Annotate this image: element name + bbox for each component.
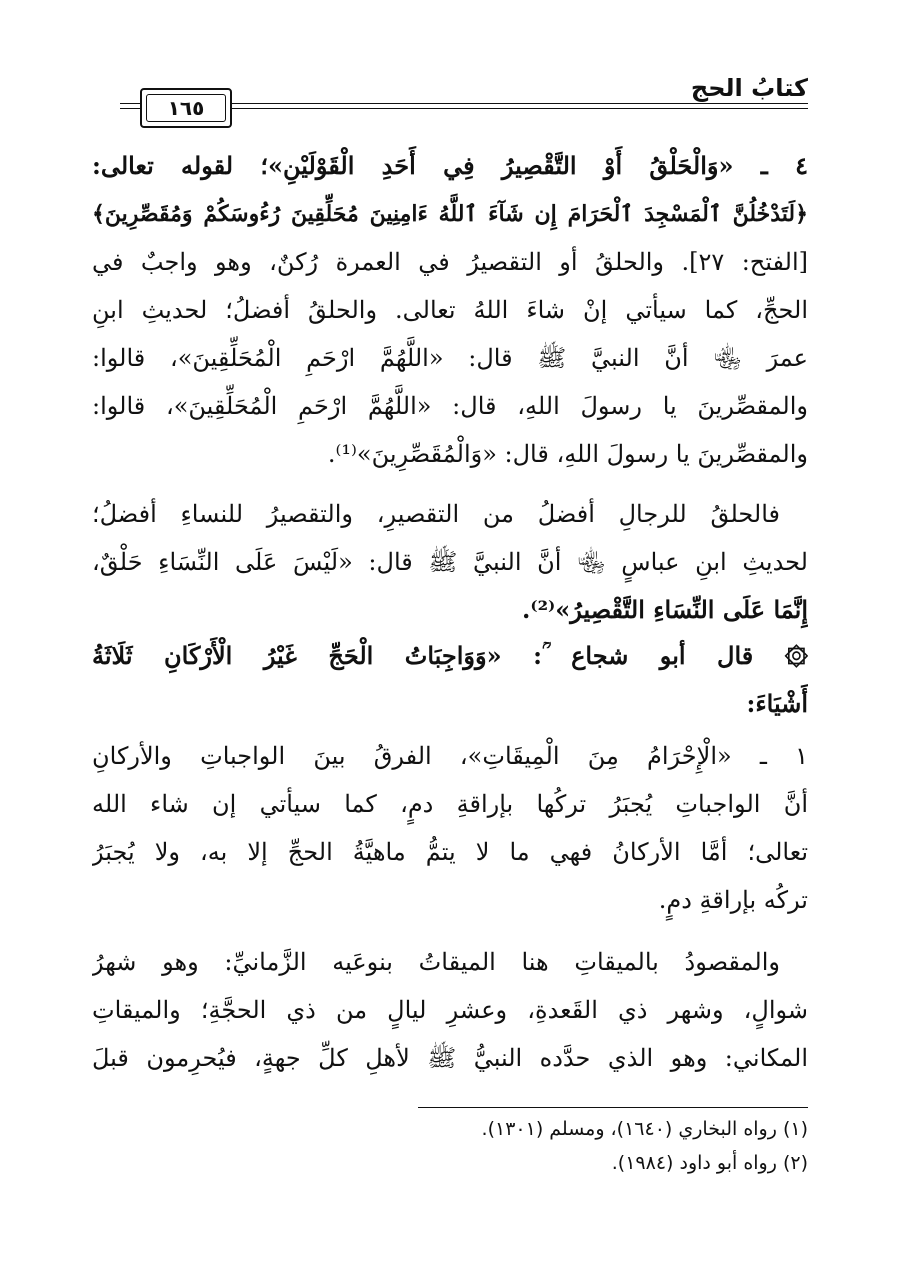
- paragraph-line: لحديثِ ابنِ عباسٍ ﵄ أنَّ النبيَّ ﷺ قال: «لَيْسَ عَلَى النِّسَاءِ حَلْقٌ،: [92, 548, 808, 576]
- page-number-frame-inner: [146, 94, 226, 122]
- footnote: (٢) رواه أبو داود (١٩٨٤).: [611, 1152, 808, 1174]
- paragraph-line: الحجِّ، كما سيأتي إنْ شاءَ اللهُ تعالى. والحلقُ أفضلُ؛ لحديثِ ابنِ: [92, 296, 808, 324]
- paragraph-men-women: [92, 490, 808, 634]
- paragraph-line: شوالٍ، وشهر ذي القَعدةِ، وعشرِ ليالٍ من ذي الحجَّةِ؛ والميقاتِ: [92, 996, 808, 1024]
- paragraph-line: أنَّ الواجباتِ يُجبَرُ تركُها بإراقةِ دمٍ، كما سيأتي إن شاء الله: [92, 790, 808, 818]
- matn-line: ۞ قال أبو شجاع ؒ: «وَوَاجِبَاتُ الْحَجِّ غَيْرُ الْأَرْكَانِ ثَلَاثَةُ: [92, 641, 808, 670]
- matn-quote-abu-shuja: [92, 632, 808, 728]
- quran-verse-line: ﴿لَتَدْخُلُنَّ ٱلْمَسْجِدَ ٱلْحَرَامَ إِن شَآءَ ٱللَّهُ ءَامِنِينَ مُحَلِّقِينَ رُءُوسَكُمْ وَمُقَصِّرِينَ﴾: [92, 201, 808, 227]
- matn-line: أَشْيَاءَ:: [746, 689, 808, 718]
- paragraph-line: عمرَ ﵄ أنَّ النبيَّ ﷺ قال: «اللَّهُمَّ ارْحَمِ الْمُحَلِّقِينَ»، قالوا:: [92, 344, 808, 372]
- paragraph-miqat-meaning: [92, 938, 808, 1082]
- paragraph-line: [الفتح: ٢٧]. والحلقُ أو التقصيرُ في العمرة رُكنٌ، وهو واجبٌ في: [92, 248, 808, 276]
- footnotes: [92, 1112, 808, 1180]
- paragraph-line: المكاني: وهو الذي حدَّده النبيُّ ﷺ لأهلِ كلِّ جهةٍ، فيُحرِمون قبلَ: [92, 1044, 808, 1072]
- footnote: (١) رواه البخاري (١٦٤٠)، ومسلم (١٣٠١).: [481, 1118, 808, 1140]
- paragraph-line: والمقصودُ بالميقاتِ هنا الميقاتُ بنوعَيه الزَّمانيِّ: وهو شهرُ: [92, 948, 780, 976]
- running-header-title: كتابُ الحج: [690, 74, 808, 102]
- page-number-frame: [140, 88, 232, 128]
- footnote-separator: [418, 1107, 808, 1108]
- paragraph-line: والمقصِّرينَ يا رسولَ اللهِ، قال: «اللَّهُمَّ ارْحَمِ الْمُحَلِّقِينَ»، قالوا:: [92, 392, 808, 420]
- paragraph-line: ٤ ـ «وَالْحَلْقُ أَوْ التَّقْصِيرُ فِي أَحَدِ الْقَوْلَيْنِ»؛ لقوله تعالى:: [92, 151, 808, 180]
- paragraph-line: تركُه بإراقةِ دمٍ.: [658, 886, 808, 914]
- paragraph-line: والمقصِّرينَ يا رسولَ اللهِ، قال: «وَالْمُقَصِّرِينَ»⁽¹⁾.: [327, 440, 808, 468]
- paragraph-line: ١ ـ «الْإِحْرَامُ مِنَ الْمِيقَاتِ»، الفرقُ بينَ الواجباتِ والأركانِ: [92, 742, 808, 770]
- page-number: ١٦٥: [167, 96, 205, 120]
- paragraph-halq-taqsir: [92, 142, 808, 478]
- paragraph-ihram-miqat: [92, 732, 808, 924]
- paragraph-line: فالحلقُ للرجالِ أفضلُ من التقصيرِ، والتقصيرُ للنساءِ أفضلُ؛: [92, 500, 780, 528]
- paragraph-line: تعالى؛ أمَّا الأركانُ فهي ما لا يتمُّ ماهيَّةُ الحجِّ إلا به، ولا يُجبَرُ: [92, 838, 808, 866]
- paragraph-line: إِنَّمَا عَلَى النِّسَاءِ التَّقْصِيرُ»⁽²⁾.: [522, 595, 808, 624]
